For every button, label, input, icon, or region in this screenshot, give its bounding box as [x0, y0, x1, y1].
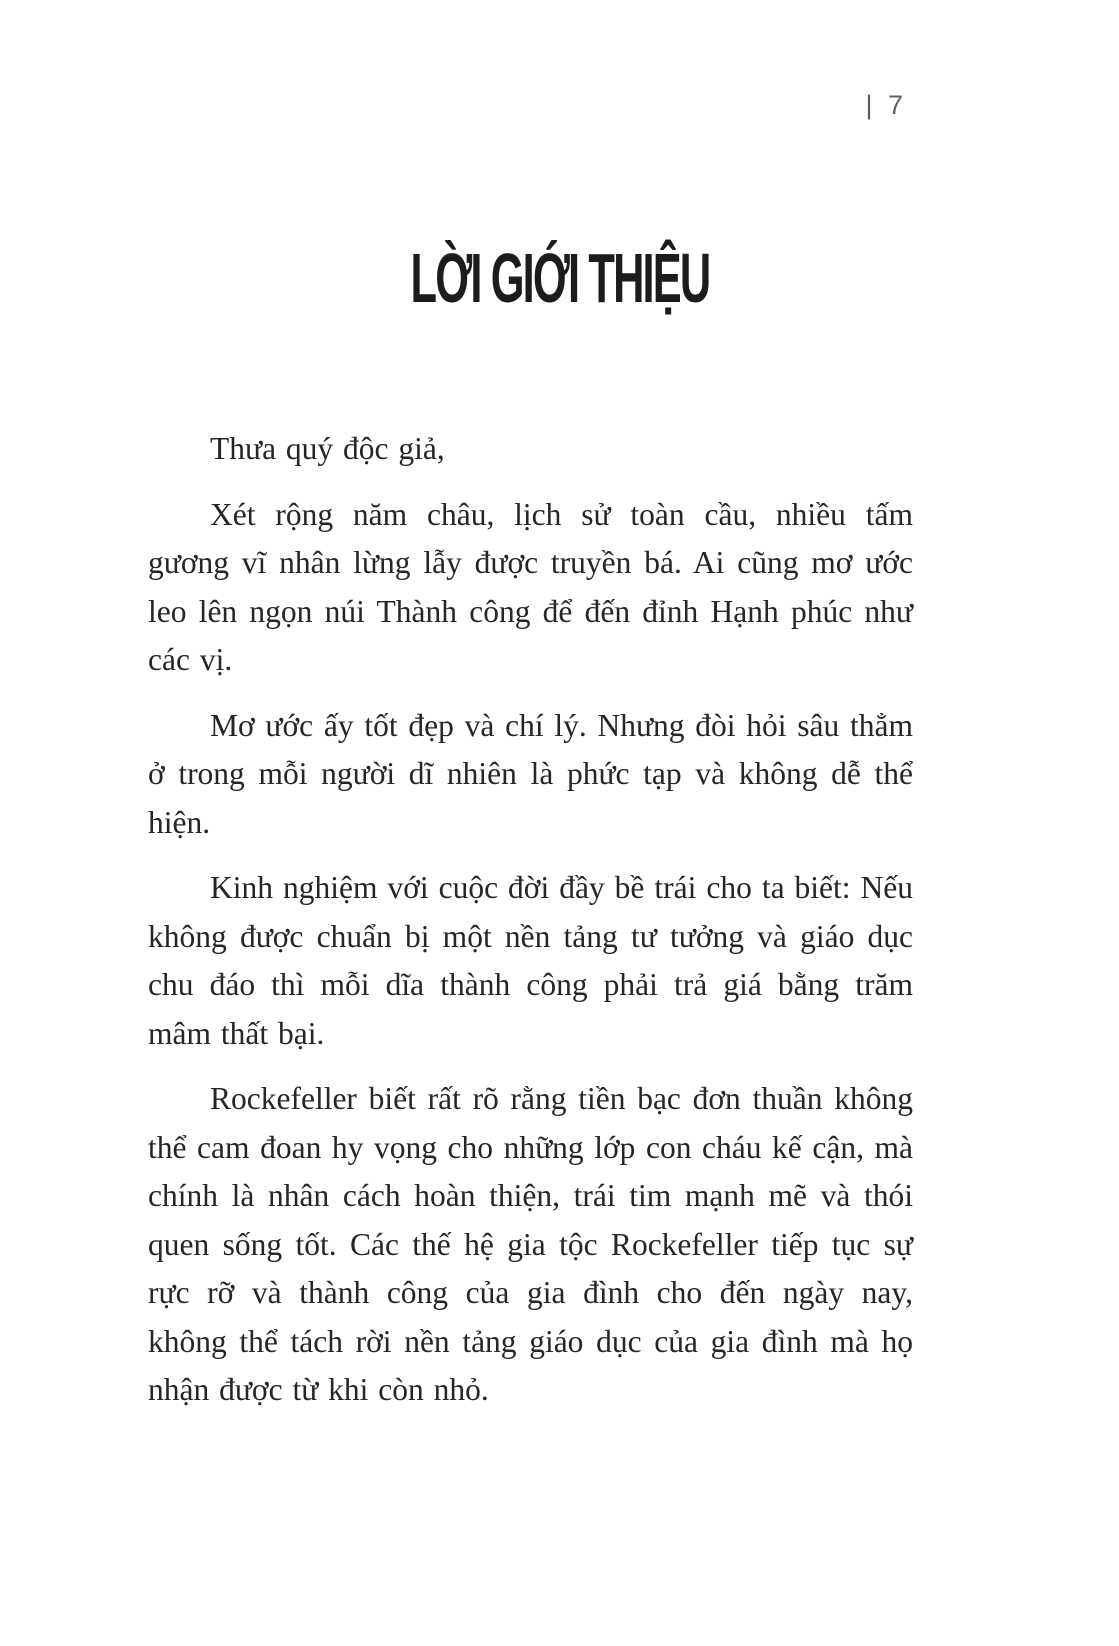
chapter-title-container: [0, 238, 1119, 318]
paragraph: Kinh nghiệm với cuộc đời đầy bề trái cho ta biết: Nếu không được chuẩn bị một nền tảng tư tưởng và giáo dục chu đáo thì mỗi dĩa thành công phải trả giá bằng trăm mâm thất bại.: [148, 870, 913, 1051]
paragraph-greeting: Thưa quý độc giả,: [210, 431, 445, 466]
page-number: | 7: [865, 90, 907, 120]
body-text: [148, 425, 913, 1415]
paragraph: Mơ ước ấy tốt đẹp và chí lý. Nhưng đòi hỏi sâu thẳm ở trong mỗi người dĩ nhiên là phức tạp và không dễ thể hiện.: [148, 707, 913, 840]
paragraph: Xét rộng năm châu, lịch sử toàn cầu, nhiều tấm gương vĩ nhân lừng lẫy được truyền bá. Ai cũng mơ ước leo lên ngọn núi Thành công để đến đỉnh Hạnh phúc như các vị.: [148, 496, 913, 677]
paragraph: Rockefeller biết rất rõ rằng tiền bạc đơn thuần không thể cam đoan hy vọng cho những lớp con cháu kế cận, mà chính là nhân cách hoàn thiện, trái tim mạnh mẽ và thói quen sống tốt. Các thế hệ gia tộc Rockefeller tiếp tục sự rực rỡ và thành công của gia đình cho đến ngày nay, không thể tách rời nền tảng giáo dục của gia đình mà họ nhận được từ khi còn nhỏ.: [148, 1081, 913, 1407]
chapter-title: LỜI GIỚI THIỆU: [410, 239, 709, 317]
